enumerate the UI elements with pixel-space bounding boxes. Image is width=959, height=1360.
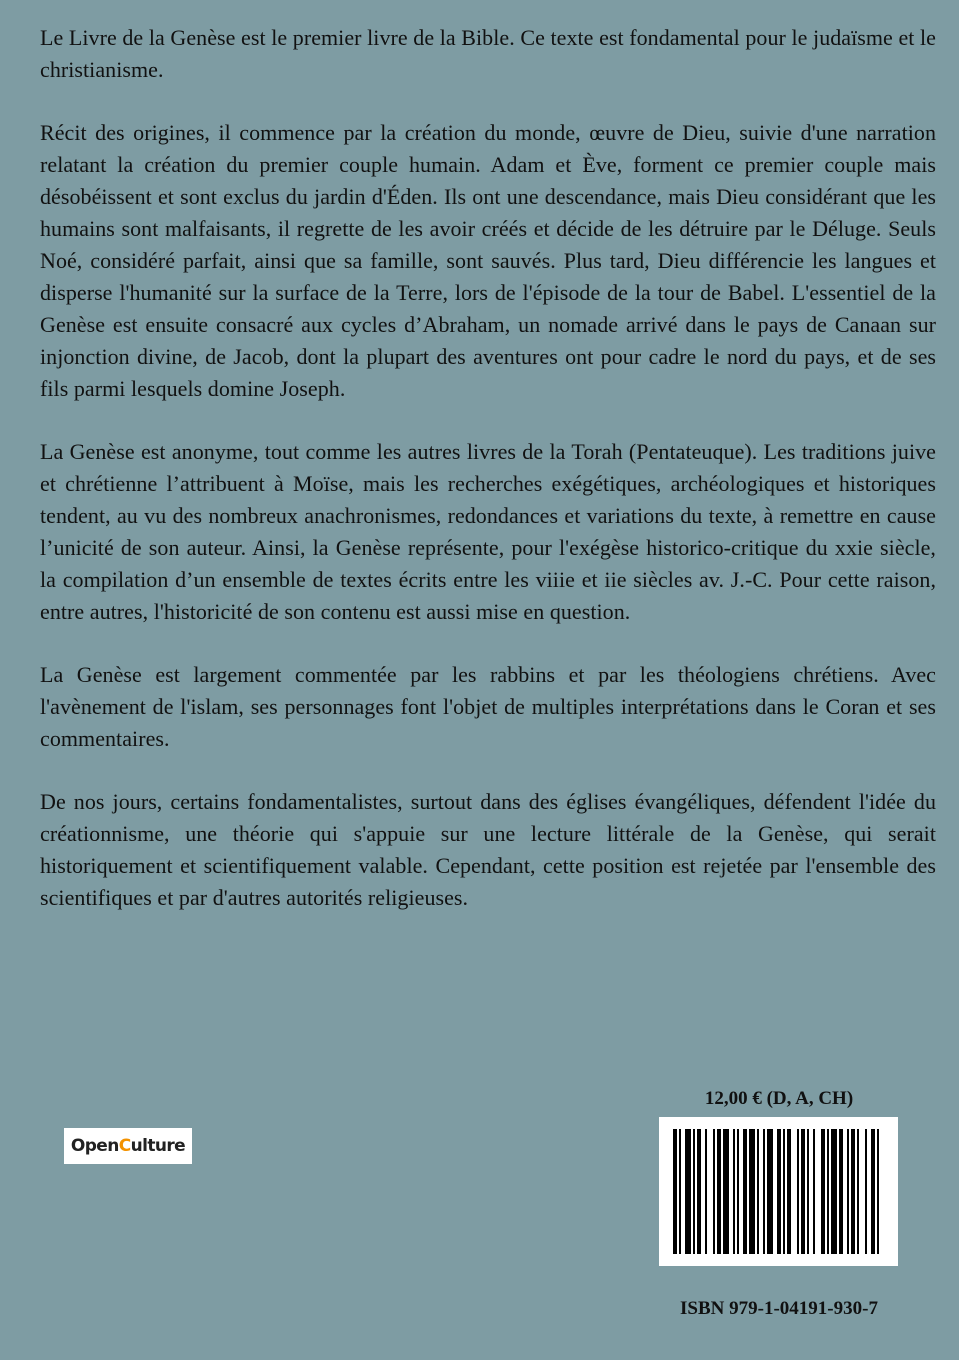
- barcode-bars: [659, 1117, 898, 1266]
- barcode-bar: [827, 1129, 829, 1254]
- back-cover-text: [40, 22, 936, 945]
- logo-text-c: C: [118, 1136, 131, 1156]
- isbn-label: ISBN 979-1-04191-930-7: [680, 1298, 878, 1319]
- barcode-bar: [807, 1129, 809, 1254]
- barcode-bar: [693, 1129, 695, 1254]
- barcode-bar: [673, 1129, 677, 1254]
- price-label: 12,00 € (D, A, CH): [704, 1088, 854, 1109]
- barcode-bar: [801, 1129, 805, 1254]
- barcode-bar: [697, 1129, 701, 1254]
- barcode-bar: [821, 1129, 825, 1254]
- barcode-bar: [851, 1129, 855, 1254]
- barcode-bar: [857, 1129, 859, 1254]
- barcode-bar: [871, 1129, 875, 1254]
- barcode-bar: [679, 1129, 681, 1254]
- barcode: [659, 1117, 898, 1266]
- barcode-bar: [713, 1129, 715, 1254]
- barcode-bar: [783, 1129, 785, 1254]
- barcode-bar: [877, 1129, 879, 1254]
- barcode-bar: [797, 1129, 799, 1254]
- logo-text-ulture: ulture: [130, 1136, 186, 1156]
- barcode-bar: [847, 1129, 849, 1254]
- barcode-bar: [717, 1129, 721, 1254]
- barcode-bar: [865, 1129, 867, 1254]
- paragraph-origins: Récit des origines, il commence par la création du monde, œuvre de Dieu, suivie d'une narration relatant la création du premier couple humain. Adam et Ève, forment ce premier couple mais désobéissent et sont exclus du jardin d'Éden. Ils ont une descendance, mais Dieu considérant que les humains sont malfaisants, il regrette de les avoir créés et décide de les détruire par le Déluge. Seuls Noé, considéré parfait, ainsi que sa famille, sont sauvés. Plus tard, Dieu différencie les langues et disperse l'humanité sur la surface de la Terre, lors de l'épisode de la tour de Babel. L'essentiel de la Genèse est ensuite consacré aux cycles d’Abraham, un nomade arrivé dans le pays de Canaan sur injonction divine, de Jacob, dont la plupart des aventures ont pour cadre le nord du pays, et de ses fils parmi lesquels domine Joseph.: [40, 120, 936, 401]
- barcode-bar: [705, 1129, 707, 1254]
- logo-text-open: Open: [70, 1136, 119, 1156]
- barcode-bar: [839, 1129, 843, 1254]
- barcode-bar: [743, 1129, 747, 1254]
- openculture-logo: [64, 1128, 192, 1164]
- barcode-bar: [733, 1129, 735, 1254]
- barcode-bar: [831, 1129, 837, 1254]
- barcode-bar: [737, 1129, 739, 1254]
- barcode-bar: [767, 1129, 773, 1254]
- barcode-bar: [787, 1129, 791, 1254]
- barcode-bar: [777, 1129, 781, 1254]
- barcode-bar: [813, 1129, 815, 1254]
- barcode-bar: [757, 1129, 759, 1254]
- paragraph-intro: Le Livre de la Genèse est le premier livre de la Bible. Ce texte est fondamental pour le judaïsme et le christianisme.: [40, 25, 936, 82]
- paragraph-authorship: La Genèse est anonyme, tout comme les autres livres de la Torah (Pentateuque). Les traditions juive et chrétienne l’attribuent à Moïse, mais les recherches exégétiques, archéologiques et historiques tendent, au vu des nombreux anachronismes, redondances et variations du texte, à remettre en cause l’unicité de son auteur. Ainsi, la Genèse représente, pour l'exégèse historico-critique du xxie siècle, la compilation d’un ensemble de textes écrits entre les viiie et iie siècles av. J.-C. Pour cette raison, entre autres, l'historicité de son contenu est aussi mise en question.: [40, 439, 936, 624]
- barcode-bar: [685, 1129, 691, 1254]
- barcode-bar: [749, 1129, 755, 1254]
- barcode-bar: [723, 1129, 729, 1254]
- barcode-bar: [763, 1129, 765, 1254]
- paragraph-commentary: La Genèse est largement commentée par les rabbins et par les théologiens chrétiens. Avec l'avènement de l'islam, ses personnages font l'objet de multiples interprétations dans le Coran et ses commentaires.: [40, 662, 936, 751]
- paragraph-creationism: De nos jours, certains fondamentalistes, surtout dans des églises évangéliques, défendent l'idée du créationnisme, une théorie qui s'appuie sur une lecture littérale de la Genèse, qui serait historiquement et scientifiquement valable. Cependant, cette position est rejetée par l'ensemble des scientifiques et par d'autres autorités religieuses.: [40, 789, 936, 910]
